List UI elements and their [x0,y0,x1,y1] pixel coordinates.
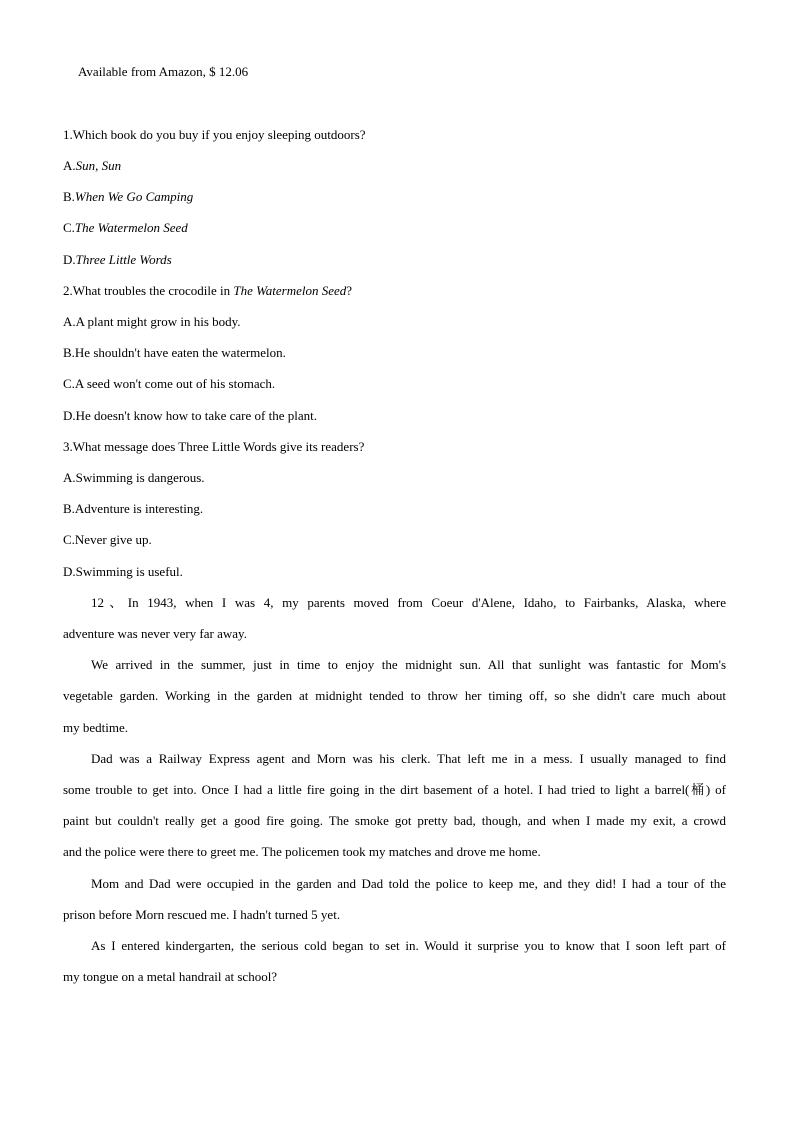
question-2-option-d: D.He doesn't know how to take care of the plant. [63,408,317,423]
passage-line: prison before Morn rescued me. I hadn't turned 5 yet. [63,907,341,922]
passage-line: my tongue on a metal handrail at school? [63,969,278,984]
passage-line: Mom and Dad were occupied in the garden and Dad told the police to keep me, and they did! I had a tour of the [91,876,726,891]
question-1-option-b: B.When We Go Camping [63,189,194,204]
question-2-option-b: B.He shouldn't have eaten the watermelon. [63,345,286,360]
question-1-option-a: A.Sun, Sun [63,158,122,173]
passage-line: and the police were there to greet me. The policemen took my matches and drove me home. [63,844,541,859]
question-3-option-b: B.Adventure is interesting. [63,501,204,516]
question-2-option-a: A.A plant might grow in his body. [63,314,241,329]
question-3-option-c: C.Never give up. [63,532,152,547]
passage-line: We arrived in the summer, just in time to enjoy the midnight sun. All that sunlight was fantastic for Mom's [91,657,726,672]
question-2-option-c: C.A seed won't come out of his stomach. [63,376,276,391]
question-3-stem: 3.What message does Three Little Words give its readers? [63,439,365,454]
passage-line: vegetable garden. Working in the garden at midnight tended to throw her timing off, so she didn't care much about [63,688,726,703]
passage-line: some trouble to get into. Once I had a little fire going in the dirt basement of a hotel. I had tried to light a barrel(桶) of [63,782,726,797]
passage-line: adventure was never very far away. [63,626,247,641]
question-1-option-d: D.Three Little Words [63,252,172,267]
passage-line: paint but couldn't really get a good fire going. The smoke got pretty bad, though, and when I made my exit, a crowd [63,813,726,828]
question-1-option-c: C.The Watermelon Seed [63,220,188,235]
availability-line: Available from Amazon, $ 12.06 [78,64,249,79]
passage-line: Dad was a Railway Express agent and Morn was his clerk. That left me in a mess. I usually managed to find [91,751,726,766]
question-3-option-d: D.Swimming is useful. [63,564,183,579]
question-2-stem: 2.What troubles the crocodile in The Watermelon Seed? [63,283,353,298]
question-1-stem: 1.Which book do you buy if you enjoy sleeping outdoors? [63,127,366,142]
question-3-option-a: A.Swimming is dangerous. [63,470,205,485]
passage-line: 12、In 1943, when I was 4, my parents moved from Coeur d'Alene, Idaho, to Fairbanks, Alaska, where [91,595,726,610]
passage-line: my bedtime. [63,720,128,735]
passage-line: As I entered kindergarten, the serious cold began to set in. Would it surprise you to know that I soon left part of [91,938,726,953]
